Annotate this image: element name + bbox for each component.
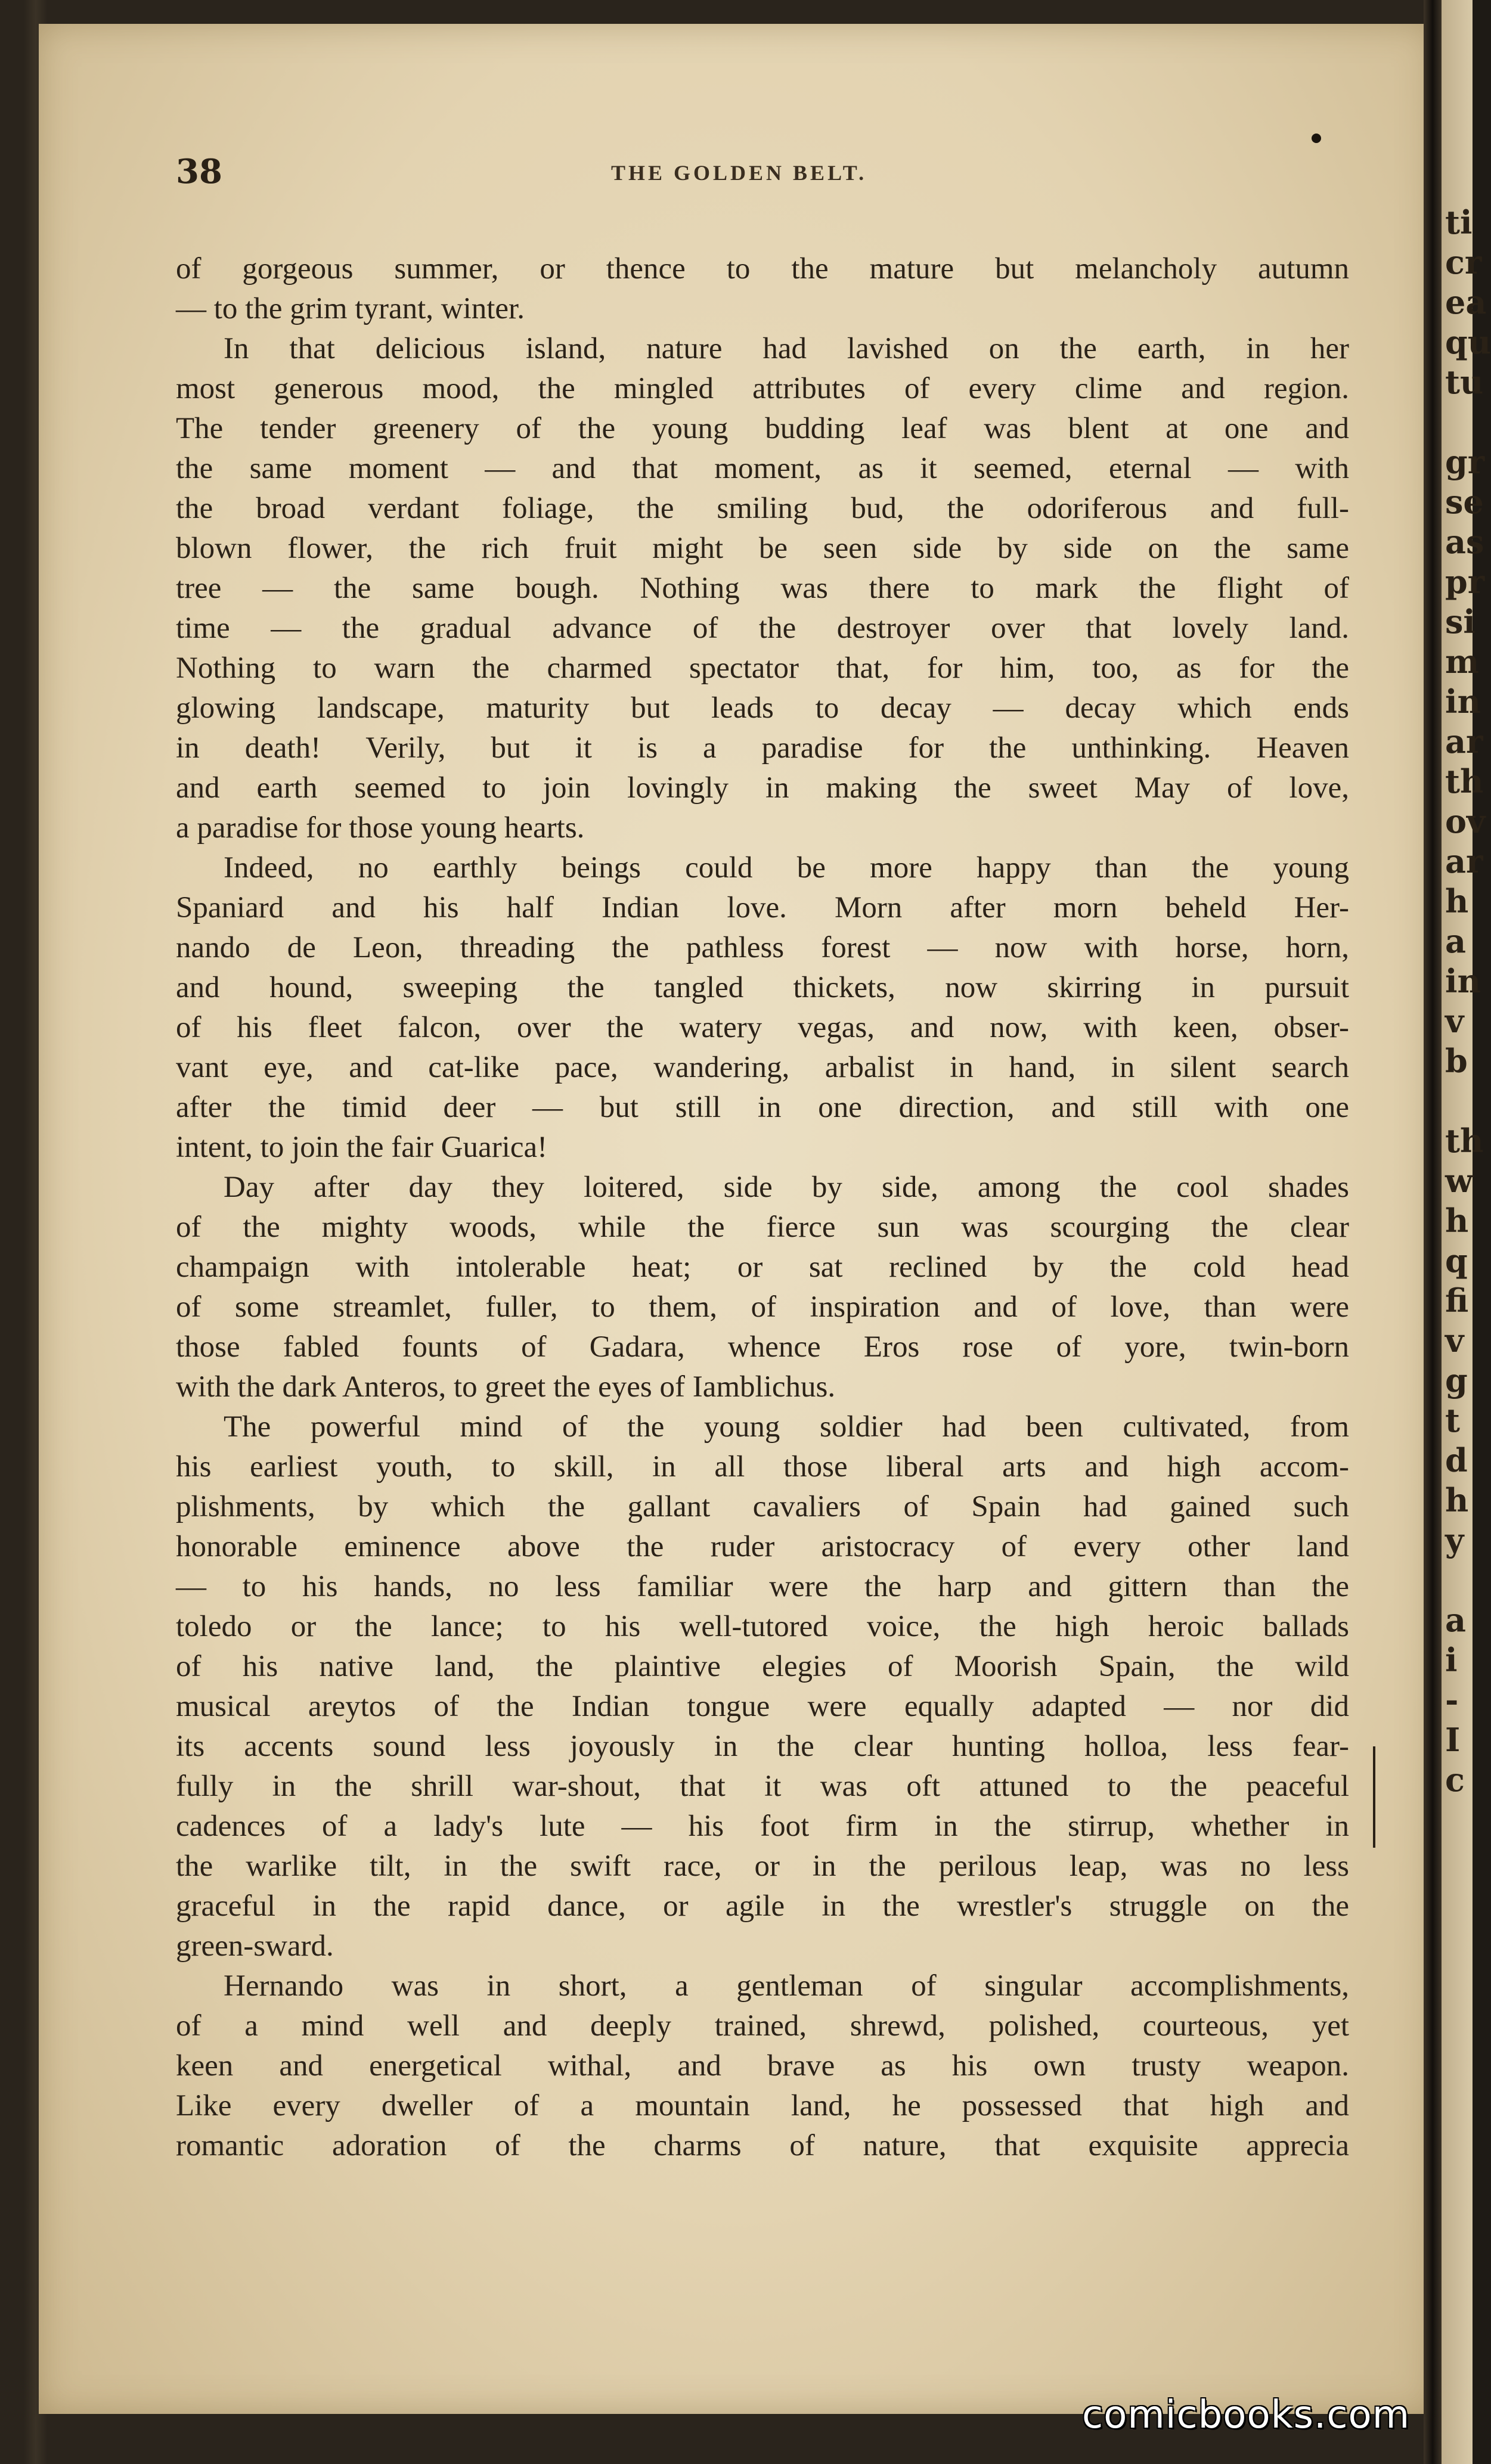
text-line: and earth seemed to join lovingly in making the sweet May of love, <box>176 771 1349 805</box>
ink-speck <box>1312 134 1321 143</box>
facing-page-text-fragment: ti cr ea qu tu gr se as pr si m in ar th ov ar h a in v b th w h q fi v g t d h y a i - I c <box>1445 203 1491 1799</box>
text-line: intent, to join the fair Guarica! <box>176 1131 548 1164</box>
text-line: cadences of a lady's lute — his foot firm in the stirrup, whether in <box>176 1810 1349 1843</box>
text-line: green-sward. <box>176 1929 334 1963</box>
page-number: 38 <box>176 152 222 191</box>
text-line: time — the gradual advance of the destroyer over that lovely land. <box>176 612 1349 645</box>
text-line: in death! Verily, but it is a paradise for the unthinking. Heaven <box>176 731 1349 765</box>
text-line: nando de Leon, threading the pathless forest — now with horse, horn, <box>176 931 1349 964</box>
text-line: keen and energetical withal, and brave as his own trusty weapon. <box>176 2049 1349 2083</box>
text-line: toledo or the lance; to his well-tutored voice, the high heroic ballads <box>176 1610 1349 1643</box>
text-line: his earliest youth, to skill, in all those liberal arts and high accom- <box>176 1450 1349 1484</box>
text-line: tree — the same bough. Nothing was there to mark the flight of <box>176 572 1349 605</box>
body-text <box>176 249 1349 2166</box>
text-line: plishments, by which the gallant cavaliers of Spain had gained such <box>176 1490 1349 1523</box>
text-line: musical areytos of the Indian tongue were equally adapted — nor did <box>176 1690 1349 1723</box>
text-line: graceful in the rapid dance, or agile in the wrestler's struggle on the <box>176 1889 1349 1923</box>
text-line: its accents sound less joyously in the clear hunting holloa, less fear- <box>176 1730 1349 1763</box>
text-line: Day after day they loitered, side by side, among the cool shades <box>224 1171 1349 1204</box>
text-line: a paradise for those young hearts. <box>176 811 585 845</box>
book-gutter <box>1424 0 1442 2464</box>
text-line: blown flower, the rich fruit might be seen side by side on the same <box>176 532 1349 565</box>
text-line: of some streamlet, fuller, to them, of inspiration and of love, than were <box>176 1290 1349 1324</box>
watermark: comicbooks.com <box>1082 2393 1411 2437</box>
text-line: Spaniard and his half Indian love. Morn after morn beheld Her- <box>176 891 1349 924</box>
text-line: those fabled founts of Gadara, whence Eros rose of yore, twin-born <box>176 1330 1349 1364</box>
text-line: of gorgeous summer, or thence to the mature but melancholy autumn <box>176 252 1349 285</box>
text-line: The tender greenery of the young budding leaf was blent at one and <box>176 412 1349 445</box>
text-line: In that delicious island, nature had lavished on the earth, in her <box>224 332 1349 365</box>
text-line: of the mighty woods, while the fierce sun was scourging the clear <box>176 1211 1349 1244</box>
facing-page-edge <box>1442 0 1491 2464</box>
page-header <box>176 152 1362 200</box>
text-line: — to his hands, no less familiar were the harp and gittern than the <box>176 1570 1349 1603</box>
text-line: Like every dweller of a mountain land, he possessed that high and <box>176 2089 1349 2122</box>
running-head: THE GOLDEN BELT. <box>611 161 867 185</box>
text-line: and hound, sweeping the tangled thickets, now skirring in pursuit <box>176 971 1349 1004</box>
text-line: champaign with intolerable heat; or sat reclined by the cold head <box>176 1250 1349 1284</box>
text-line: of his fleet falcon, over the watery vegas, and now, with keen, obser- <box>176 1011 1349 1044</box>
text-line: of a mind well and deeply trained, shrewd, polished, courteous, yet <box>176 2009 1349 2043</box>
text-line: honorable eminence above the ruder aristocracy of every other land <box>176 1530 1349 1563</box>
text-line: of his native land, the plaintive elegies of Moorish Spain, the wild <box>176 1650 1349 1683</box>
text-line: fully in the shrill war-shout, that it was oft attuned to the peaceful <box>176 1770 1349 1803</box>
text-line: glowing landscape, maturity but leads to decay — decay which ends <box>176 691 1349 725</box>
text-line: The powerful mind of the young soldier had been cultivated, from <box>224 1410 1349 1444</box>
margin-bracket-mark <box>1368 1746 1375 1848</box>
text-line: Indeed, no earthly beings could be more happy than the young <box>224 851 1349 885</box>
text-line: Hernando was in short, a gentleman of singular accomplishments, <box>224 1969 1349 2003</box>
text-line: vant eye, and cat-like pace, wandering, arbalist in hand, in silent search <box>176 1051 1349 1084</box>
text-line: the same moment — and that moment, as it seemed, eternal — with <box>176 452 1349 485</box>
text-line: with the dark Anteros, to greet the eyes of Iamblichus. <box>176 1370 836 1404</box>
text-line: the broad verdant foliage, the smiling bud, the odoriferous and full- <box>176 492 1349 525</box>
text-line: most generous mood, the mingled attributes of every clime and region. <box>176 372 1349 405</box>
text-line: after the timid deer — but still in one direction, and still with one <box>176 1091 1349 1124</box>
text-line: — to the grim tyrant, winter. <box>176 292 525 325</box>
text-line: Nothing to warn the charmed spectator that, for him, too, as for the <box>176 651 1349 685</box>
text-line: the warlike tilt, in the swift race, or in the perilous leap, was no less <box>176 1849 1349 1883</box>
text-line: romantic adoration of the charms of nature, that exquisite apprecia <box>176 2129 1349 2162</box>
